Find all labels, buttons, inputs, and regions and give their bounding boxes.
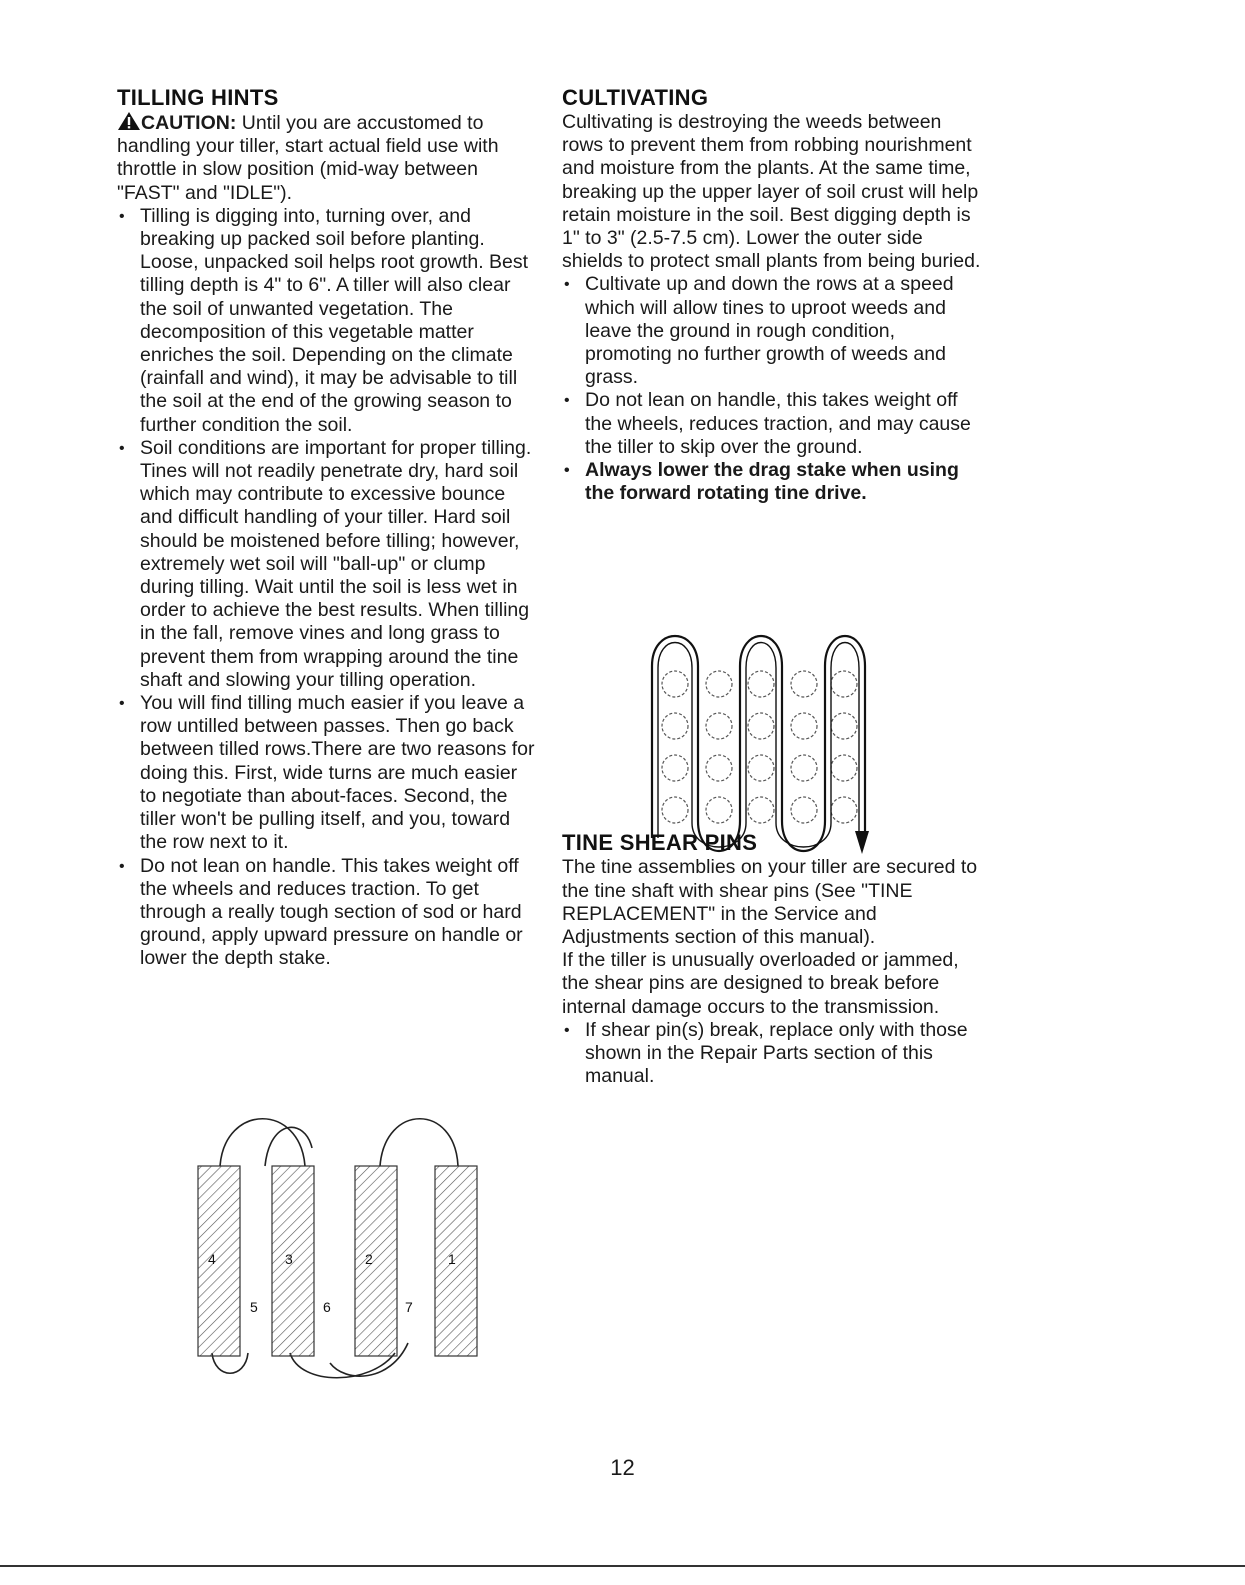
- plant-circle: [791, 713, 817, 739]
- turn-arc: [220, 1119, 305, 1166]
- plant-circle: [748, 671, 774, 697]
- plant-circle: [791, 671, 817, 697]
- plant-circle: [748, 713, 774, 739]
- right-column: [562, 85, 982, 1088]
- row-label: 3: [285, 1251, 293, 1267]
- plant-circle: [706, 755, 732, 781]
- tilling-pattern-figure: [190, 1108, 490, 1383]
- tilled-row: [198, 1166, 240, 1356]
- plant-circle: [706, 797, 732, 823]
- shear-bullet-list: [562, 1019, 982, 1089]
- cultivating-bullet: • Cultivate up and down the rows at a speed which will allow tines to uproot weeds and leave the ground in rough condition, promoting no further growth of weeds and grass.: [562, 273, 982, 389]
- plant-circle: [662, 797, 688, 823]
- page-number: 12: [610, 1455, 635, 1480]
- plant-circle: [662, 671, 688, 697]
- gap-label: 7: [405, 1299, 413, 1315]
- tilling-hints-heading: TILLING HINTS: [117, 85, 279, 110]
- tilling-bullet-list: [117, 205, 537, 971]
- row-label: 1: [448, 1251, 456, 1267]
- plant-circle: [791, 755, 817, 781]
- tilled-row: [435, 1166, 477, 1356]
- plant-circle: [791, 797, 817, 823]
- plant-circle: [748, 755, 774, 781]
- tilled-row: [355, 1166, 397, 1356]
- drag-stake-bullet: • Always lower the drag stake when using the forward rotating tine drive.: [562, 459, 982, 505]
- plant-rows: [662, 671, 857, 823]
- tilling-bullet: • Soil conditions are important for proper tilling. Tines will not readily penetrate dry, hard soil which may contribute to excessive bounce and difficult handling of your tiller. Hard soil should be moistened before tilling; however, extremely wet soil will "ball-up" or clump during tilling. Wait until the soil is less wet in order to achieve the best results. When tilling in the fall, remove vines and long grass to prevent them from wrapping around the tine shaft and slowing your tilling operation.: [117, 437, 537, 692]
- caution-paragraph: [117, 111, 537, 205]
- tilling-bullet: • Do not lean on handle. This takes weight off the wheels and reduces traction. To get through a really tough section of sod or hard ground, apply upward pressure on handle or lower the depth stake.: [117, 855, 537, 971]
- page-divider: [0, 1565, 1245, 1567]
- tilled-row: [272, 1166, 314, 1356]
- cultivating-pattern-figure: [640, 626, 880, 866]
- gap-label: 6: [323, 1299, 331, 1315]
- row-label: 2: [365, 1251, 373, 1267]
- shear-paragraph: If the tiller is unusually overloaded or jammed, the shear pins are designed to break before internal damage occurs to the transmission.: [562, 949, 959, 1018]
- cultivation-path: [658, 643, 859, 848]
- shear-bullet: • If shear pin(s) break, replace only with those shown in the Repair Parts section of this manual.: [562, 1019, 982, 1089]
- plant-circle: [831, 713, 857, 739]
- turn-arc: [290, 1353, 395, 1378]
- tine-shear-pins-heading: TINE SHEAR PINS: [562, 830, 758, 856]
- plant-circle: [831, 797, 857, 823]
- plant-circle: [662, 755, 688, 781]
- tilling-bullet: • Tilling is digging into, turning over, and breaking up packed soil before planting. Loose, unpacked soil helps root growth. Best tilling depth is 4" to 6". A tiller will also clear the soil of unwanted vegetation. The decomposition of this vegetable matter enriches the soil. Depending on the climate (rainfall and wind), it may be advisable to till the soil at the end of the growing season to further condition the soil.: [117, 205, 537, 437]
- plant-circle: [831, 755, 857, 781]
- turn-arc: [380, 1119, 458, 1166]
- cultivating-bullet: • Do not lean on handle, this takes weight off the wheels, reduces traction, and may cause the tiller to skip over the ground.: [562, 389, 982, 459]
- plant-circle: [748, 797, 774, 823]
- cultivating-paragraph: Cultivating is destroying the weeds between rows to prevent them from robbing nourishment and moisture from the plants. At the same time, breaking up the upper layer of soil crust will help retain moisture in the soil. Best digging depth is 1" to 3" (2.5-7.5 cm). Lower the outer side shields to protect small plants from being buried.: [562, 111, 981, 273]
- warning-icon: [117, 111, 141, 131]
- caution-label: CAUTION:: [141, 112, 237, 134]
- tilling-bullet: • You will find tilling much easier if you leave a row untilled between passes. Then go back between tilled rows.There are two reasons for doing this. First, wide turns are much easier to negotiate than about-faces. Second, the tiller won't be pulling itself, and you, toward the row next to it.: [117, 692, 537, 854]
- row-label: 4: [208, 1251, 216, 1267]
- plant-circle: [706, 713, 732, 739]
- plant-circle: [831, 671, 857, 697]
- cultivating-bullet-list: [562, 273, 982, 505]
- gap-label: 5: [250, 1299, 258, 1315]
- direction-arrow-icon: [855, 831, 869, 854]
- cultivating-heading: CULTIVATING: [562, 85, 709, 110]
- shear-paragraph: The tine assemblies on your tiller are secured to the tine shaft with shear pins (See "TINE REPLACEMENT" in the Service and Adjustments section of this manual).: [562, 856, 978, 949]
- caution-text: Until you are accustomed to handling your tiller, start actual field use with throttle in slow position (mid-way between "FAST" and "IDLE").: [117, 112, 499, 204]
- plant-circle: [662, 713, 688, 739]
- plant-circle: [706, 671, 732, 697]
- left-column: [117, 85, 537, 971]
